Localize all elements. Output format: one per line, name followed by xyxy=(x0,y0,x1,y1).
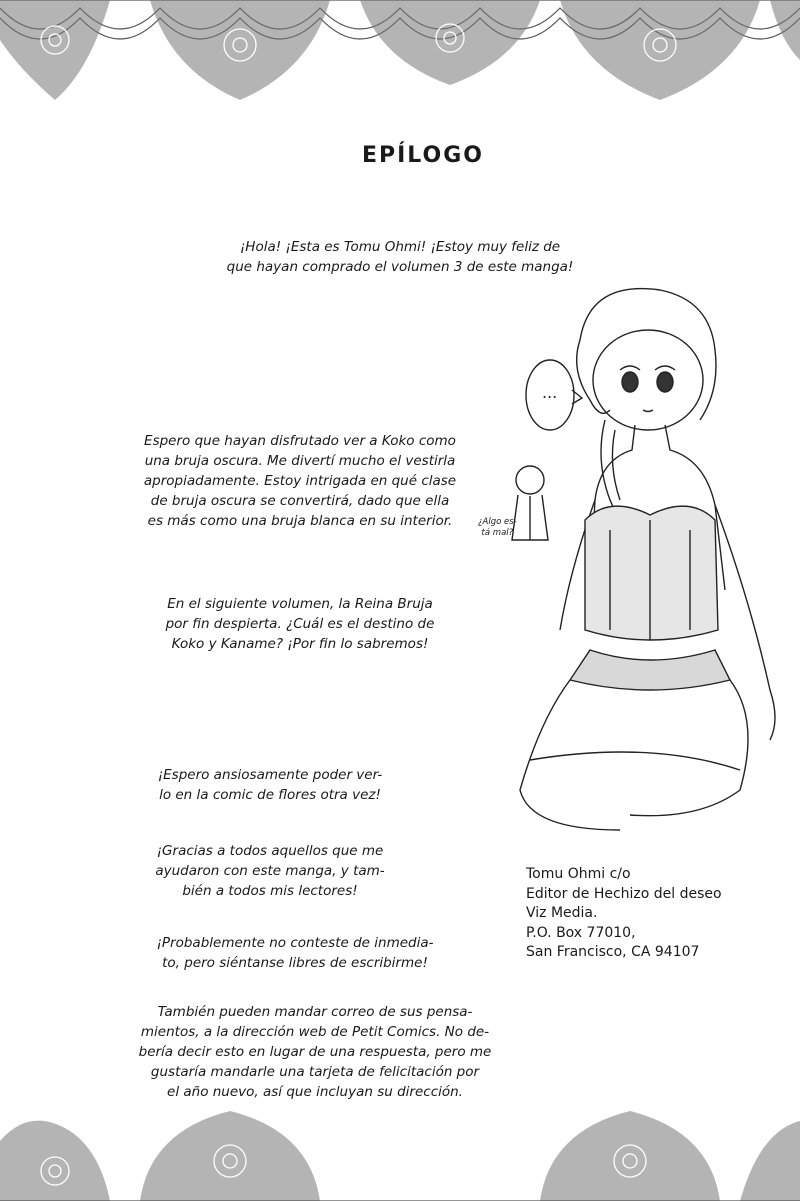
next-volume-paragraph: En el siguiente volumen, la Reina Bruja por fin despierta. ¿Cuál es el destino de Koko y Kaname? ¡Por fin lo sabremos! xyxy=(165,596,435,652)
small-bubble-text: ¿Algo es- tá mal? xyxy=(478,517,517,538)
dark-witch-paragraph: Espero que hayan disfrutado ver a Koko como una bruja oscura. Me divertí mucho el vestirla apropiadamente. Estoy intrigada en qué clase de bruja oscura se convertirá, dado que ella es más como una bruja blanca en su interior. xyxy=(143,433,457,529)
intro-paragraph: ¡Hola! ¡Esta es Tomu Ohmi! ¡Estoy muy feliz de que hayan comprado el volumen 3 de este manga! xyxy=(226,239,574,275)
speech-bubble-text: ... xyxy=(542,383,558,402)
thanks-paragraph: ¡Gracias a todos aquellos que me ayudaron con este manga, y tam- bién a todos mis lectores! xyxy=(155,843,385,899)
kneeling-girl-illustration xyxy=(500,270,800,840)
lace-border-bottom xyxy=(0,1101,800,1201)
write-me-paragraph: ¡Probablemente no conteste de inmedia- to, pero siéntanse libres de escribirme! xyxy=(156,935,434,971)
flower-comic-paragraph: ¡Espero ansiosamente poder ver- lo en la comic de flores otra vez! xyxy=(157,767,383,803)
mailing-address: Tomu Ohmi c/o Editor de Hechizo del deseo Viz Media. P.O. Box 77010, San Francisco, CA 94107 xyxy=(526,866,722,960)
page-title: EPÍLOGO xyxy=(361,143,485,168)
new-year-card-paragraph: También pueden mandar correo de sus pensa- mientos, a la dirección web de Petit Comics. No de- bería decir esto en lugar de una respuesta, pero me gustaría mandarle una tarjeta de felicitación por el año nuevo, así que incluyan su dirección. xyxy=(138,1004,492,1100)
lace-border-top xyxy=(0,0,800,112)
